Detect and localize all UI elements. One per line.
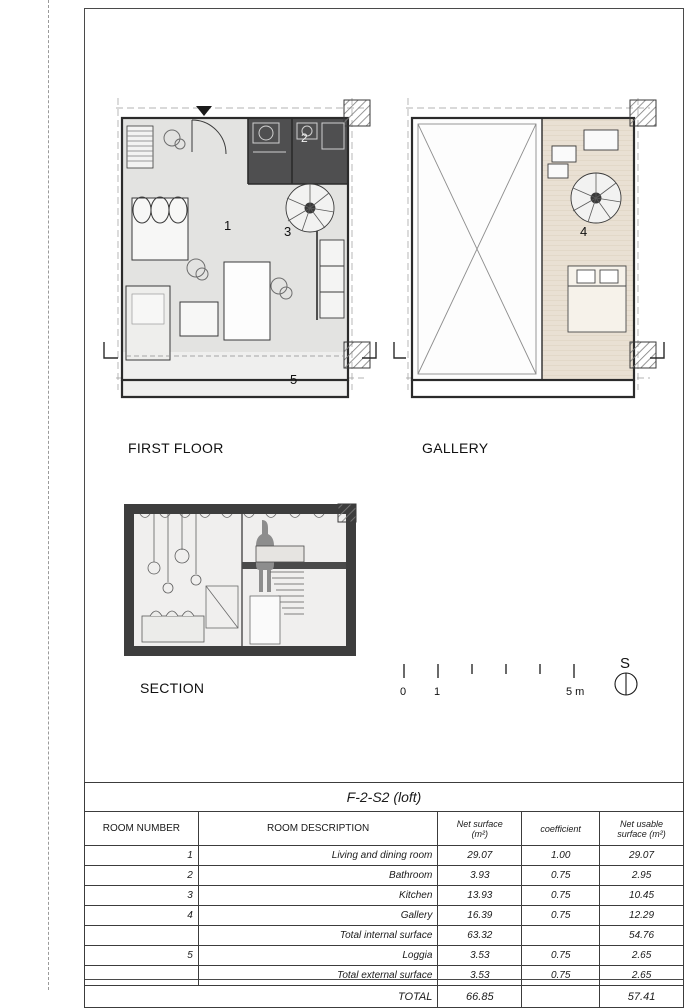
cell-coefficient: 1.00	[522, 846, 600, 866]
cell-net-usable: 12.29	[600, 906, 684, 926]
plan-gallery	[392, 90, 667, 420]
header-net-surface-unit: (m²)	[471, 828, 489, 839]
table-row-grand-total	[85, 986, 684, 1008]
cell-net-surface: 3.53	[438, 946, 522, 966]
cell-coefficient: 0.75	[522, 966, 600, 986]
cell-coefficient	[522, 926, 600, 946]
cell-room-description: Living and dining room	[198, 846, 438, 866]
header-net-usable-unit: surface (m²)	[617, 828, 666, 839]
scale-label-5m: 5 m	[566, 686, 585, 698]
scale-bar	[400, 664, 585, 694]
plan-section	[110, 490, 370, 680]
caption-first-floor: FIRST FLOOR	[128, 440, 224, 456]
header-room-description: ROOM DESCRIPTION	[198, 812, 438, 846]
header-net-surface-label: Net surface	[456, 818, 503, 829]
header-net-usable-label: Net usable	[620, 818, 664, 829]
header-coefficient-label: coefficient	[540, 823, 581, 834]
area-schedule	[84, 782, 684, 1008]
table-row	[85, 866, 684, 886]
cell-room-number	[85, 966, 199, 986]
cell-coefficient: 0.75	[522, 906, 600, 926]
cell-net-surface: 29.07	[438, 846, 522, 866]
cell-room-number	[85, 926, 199, 946]
cell-coefficient: 0.75	[522, 886, 600, 906]
header-net-usable	[600, 812, 684, 846]
cell-room-description: Total external surface	[198, 966, 438, 986]
header-coefficient	[522, 812, 600, 846]
cell-room-description: Gallery	[198, 906, 438, 926]
cell-net-usable: 2.65	[600, 966, 684, 986]
table-row-total-internal	[85, 926, 684, 946]
cell-room-number: 5	[85, 946, 199, 966]
cell-net-surface: 13.93	[438, 886, 522, 906]
cell-room-number: 1	[85, 846, 199, 866]
header-net-surface	[438, 812, 522, 846]
table-row	[85, 946, 684, 966]
cell-net-surface: 3.93	[438, 866, 522, 886]
cell-room-number: 3	[85, 886, 199, 906]
cell-room-description: Loggia	[198, 946, 438, 966]
cell-net-usable: 54.76	[600, 926, 684, 946]
scale-label-1: 1	[434, 686, 441, 698]
cell-net-surface: 16.39	[438, 906, 522, 926]
cell-net-usable: 10.45	[600, 886, 684, 906]
cell-room-number: 2	[85, 866, 199, 886]
header-room-number: ROOM NUMBER	[85, 812, 199, 846]
cell-grand-blank	[85, 986, 199, 1008]
table-row	[85, 846, 684, 866]
caption-section: SECTION	[140, 680, 205, 696]
caption-gallery: GALLERY	[422, 440, 489, 456]
cell-room-description: Kitchen	[198, 886, 438, 906]
plan-first-floor	[96, 90, 386, 420]
cell-coefficient: 0.75	[522, 866, 600, 886]
cell-net-surface: 3.53	[438, 966, 522, 986]
scale-label-0: 0	[400, 686, 407, 698]
svg-text:1: 1	[224, 218, 232, 233]
cell-net-usable: 29.07	[600, 846, 684, 866]
cell-net-surface: 63.32	[438, 926, 522, 946]
svg-text:S: S	[620, 655, 631, 672]
table-title: F-2-S2 (loft)	[85, 783, 684, 812]
table-row	[85, 886, 684, 906]
cell-room-description: Total internal surface	[198, 926, 438, 946]
cell-net-usable: 2.65	[600, 946, 684, 966]
table-row	[85, 906, 684, 926]
svg-text:3: 3	[284, 224, 292, 239]
table-row-total-external	[85, 966, 684, 986]
svg-text:2: 2	[301, 131, 308, 145]
north-arrow	[608, 652, 654, 700]
cell-grand-net: 66.85	[438, 986, 522, 1008]
cell-grand-label: TOTAL	[198, 986, 438, 1008]
fold-line	[48, 0, 49, 990]
cell-room-number: 4	[85, 906, 199, 926]
cell-net-usable: 2.95	[600, 866, 684, 886]
cell-coefficient: 0.75	[522, 946, 600, 966]
svg-text:5: 5	[290, 372, 298, 387]
area-table	[84, 782, 684, 1008]
cell-grand-coef	[522, 986, 600, 1008]
svg-text:4: 4	[580, 224, 588, 239]
cell-grand-use: 57.41	[600, 986, 684, 1008]
cell-room-description: Bathroom	[198, 866, 438, 886]
